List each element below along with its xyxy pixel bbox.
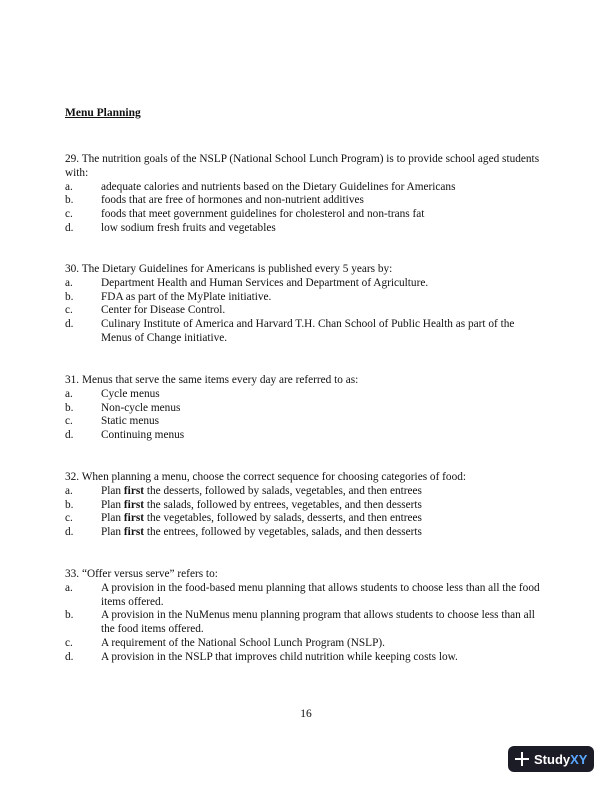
answer-option	[65, 318, 547, 346]
answer-option	[65, 277, 547, 291]
option-letter: b.	[65, 194, 74, 207]
answer-option	[65, 291, 547, 305]
option-letter: d.	[65, 650, 74, 663]
brand-suffix: XY	[570, 751, 588, 767]
answer-option	[65, 512, 547, 526]
studyxy-badge[interactable]	[508, 746, 594, 772]
option-letter: a.	[65, 180, 73, 193]
option-text: the desserts, followed by salads, vegetables, and then entrees	[144, 484, 422, 497]
question-stem: 33. “Offer versus serve” refers to:	[65, 568, 218, 580]
option-letter: d.	[65, 429, 74, 442]
option-letter: c.	[65, 208, 73, 221]
option-letter: d.	[65, 526, 74, 539]
page-number: 16	[300, 708, 312, 720]
answer-option	[65, 582, 547, 610]
answer-option	[65, 499, 547, 513]
option-text: foods that meet government guidelines for cholesterol and non-trans fat	[101, 208, 425, 221]
answer-option	[65, 402, 547, 416]
option-text: FDA as part of the MyPlate initiative.	[101, 290, 272, 303]
answer-option	[65, 208, 547, 222]
option-text: the salads, followed by entrees, vegetables, and then desserts	[144, 498, 422, 511]
option-prefix: Plan	[101, 498, 124, 511]
option-letter: b.	[65, 498, 74, 511]
option-text: Continuing menus	[101, 429, 185, 442]
option-text: Non-cycle menus	[101, 401, 181, 414]
question-32	[65, 471, 547, 540]
option-text: A provision in the food-based menu planning that allows students to choose less than all the food items offered.	[101, 581, 540, 608]
answer-option	[65, 526, 547, 540]
option-text: Department Health and Human Services and Department of Agriculture.	[101, 276, 429, 289]
option-letter: d.	[65, 318, 74, 331]
option-letter: c.	[65, 415, 73, 428]
emphasis-text: first	[123, 512, 144, 525]
option-letter: b.	[65, 290, 74, 303]
option-text: A requirement of the National School Lunch Program (NSLP).	[101, 636, 385, 649]
option-text: Static menus	[101, 415, 160, 428]
option-text: the entrees, followed by vegetables, salads, and then desserts	[144, 526, 422, 539]
option-text: foods that are free of hormones and non-nutrient additives	[101, 194, 364, 207]
option-letter: a.	[65, 581, 73, 594]
answer-option	[65, 222, 547, 236]
answer-option	[65, 194, 547, 208]
option-letter: a.	[65, 484, 73, 497]
section-heading: Menu Planning	[65, 107, 141, 119]
option-text: adequate calories and nutrients based on the Dietary Guidelines for Americans	[101, 180, 456, 193]
question-stem: 32. When planning a menu, choose the correct sequence for choosing categories of food:	[65, 471, 467, 483]
option-text: low sodium fresh fruits and vegetables	[101, 221, 276, 234]
emphasis-text: first	[123, 484, 144, 497]
option-letter: b.	[65, 401, 74, 414]
question-29	[65, 153, 547, 236]
answer-option	[65, 609, 547, 637]
option-letter: a.	[65, 276, 73, 289]
plus-icon	[515, 752, 529, 766]
brand-prefix: Study	[534, 751, 571, 767]
emphasis-text: first	[123, 498, 144, 511]
question-31	[65, 374, 547, 443]
question-33	[65, 568, 547, 665]
option-text: the vegetables, followed by salads, desserts, and then entrees	[144, 512, 422, 525]
option-text: A provision in the NuMenus menu planning program that allows students to choose less than all the food items offered.	[101, 609, 535, 636]
option-text: Cycle menus	[101, 387, 160, 400]
option-prefix: Plan	[101, 484, 124, 497]
option-letter: c.	[65, 304, 73, 317]
option-letter: d.	[65, 221, 74, 234]
answer-option	[65, 637, 547, 651]
option-text: A provision in the NSLP that improves child nutrition while keeping costs low.	[101, 650, 458, 663]
option-text: Center for Disease Control.	[101, 304, 226, 317]
answer-option	[65, 388, 547, 402]
answer-option	[65, 651, 547, 665]
answer-option	[65, 429, 547, 443]
answer-option	[65, 415, 547, 429]
option-letter: b.	[65, 609, 74, 622]
option-letter: c.	[65, 512, 73, 525]
answer-option	[65, 181, 547, 195]
option-letter: c.	[65, 636, 73, 649]
emphasis-text: first	[123, 526, 144, 539]
option-prefix: Plan	[101, 526, 124, 539]
option-text: Culinary Institute of America and Harvard T.H. Chan School of Public Health as part of the Menus of Change initiative.	[101, 318, 515, 344]
answer-option	[65, 304, 547, 318]
question-stem: 30. The Dietary Guidelines for Americans is published every 5 years by:	[65, 263, 393, 275]
question-stem: 29. The nutrition goals of the NSLP (National School Lunch Program) is to provide school aged students with:	[65, 153, 540, 179]
question-stem: 31. Menus that serve the same items every day are referred to as:	[65, 374, 359, 386]
option-prefix: Plan	[101, 512, 124, 525]
answer-option	[65, 485, 547, 499]
question-30	[65, 263, 547, 346]
option-letter: a.	[65, 387, 73, 400]
